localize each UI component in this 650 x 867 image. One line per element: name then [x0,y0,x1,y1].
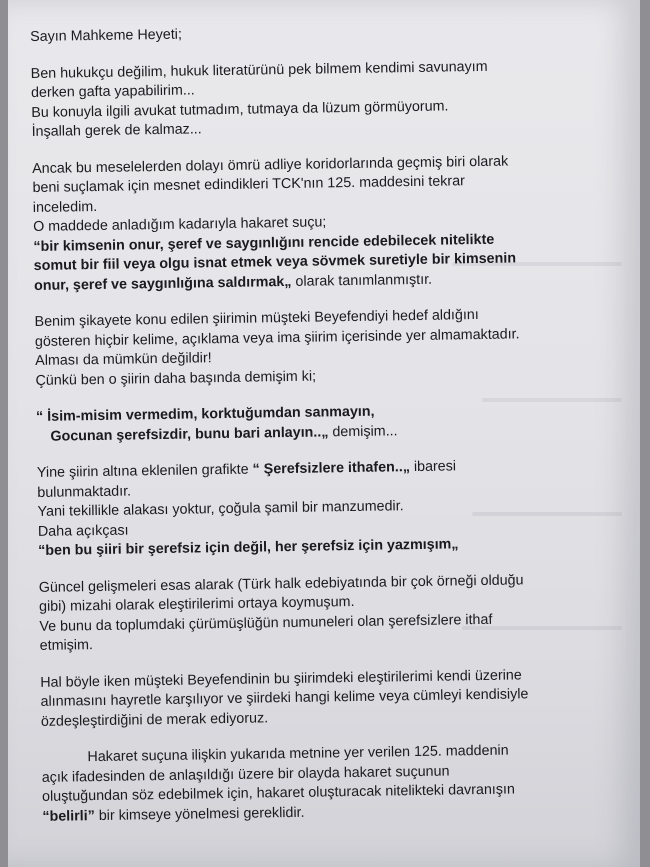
text-line: Hal böyle iken müşteki Beyefendinin bu şiirimdeki eleştirilerimi kendi üzerine [40,666,522,691]
salutation [30,19,610,48]
text-line: İnşallah gerek de kalmaz... [31,121,202,140]
text-line: O maddede anladığım kadarıyla hakaret suçu; [33,214,327,235]
text-segment: Yine şiirin altına eklenilen grafikte [36,461,253,481]
poem-line: “ İsim-misim vermedim, korktuğumdan sanmayın, [35,403,375,425]
text-line: derken gafta yapabilirim... [30,82,195,101]
text-line: Hakaret suçuna ilişkin yukarıda metnine yer verilen 125. maddenin [87,742,509,766]
poem-line-bold: Gocunan şerefsizdir, bunu bari anlayın..„ [50,423,329,445]
emphasis-bold: “belirli” [42,807,95,825]
text-line: Alması da mümkün değildir! [35,350,212,369]
text-line: Ancak bu meselelerden dolayı ömrü adliye koridorlarında geçmiş biri olarak [32,153,509,177]
text-line: Yani tekillikle alakası yoktur, çoğula şamil bir manzumedir. [37,498,404,520]
bold-statement: “ben bu şiiri bir şerefsiz için değil, her şerefsiz için yazmışım„ [38,536,459,559]
text-line: inceledim. [32,198,98,216]
text-line: Çünkü ben o şiirin daha başında demişim ki; [35,368,317,389]
text-line: alınmasını hayretle karşılıyor ve şiirdeki hangi kelime veya cümleyi kendisiyle [40,686,529,710]
paragraph-intro [31,55,612,142]
text-line: Daha açıkçası [37,522,129,540]
document-page [8,0,640,867]
text-segment: ibaresi [409,458,457,476]
paragraph-tck-definition [32,150,614,296]
text-line: Benim şikayete konu edilen şiirimin müşteki Beyefendiyi hedef aldığını [34,306,479,330]
paragraph-conclusion [41,740,622,827]
text-line: oluştuğundan söz edebilmek için, hakaret oluşturacak nitelikteki davranışın [41,781,516,805]
text-segment: bir kimseye yönelmesi gereklidir. [94,804,305,824]
paragraph-complaint [34,304,615,391]
caption-bold: “ Şerefsizlere ithafen..„ [252,459,411,478]
text-line: açık ifadesinden de anlaşıldığı üzere bir olayda hakaret suçunun [41,763,450,786]
salutation-text: Sayın Mahkeme Heyeti; [30,26,183,45]
law-quote-bold: onur, şeref ve saygınlığına saldırmak„ [33,273,292,294]
text-line: özdeşleştirdiğini de merak ediyoruz. [40,709,269,730]
law-quote-line: somut bir fiil veya olgu isnat etmek veya sövmek suretiyle bir kimsenin [33,250,517,274]
law-quote-tail: olarak tanımlanmıştır. [291,271,433,290]
text-line: gibi) mizahi olarak eleştirilerimi ortaya koymuşum. [38,593,355,615]
text-line: Güncel gelişmeleri esas alarak (Türk halk edebiyatında bir çok örneği olduğu [38,571,524,596]
text-line: gösteren hiçbir kelime, açıklama veya ima şiirim içerisinde yer almamaktadır. [34,325,520,350]
text-line: bulunmaktadır. [37,482,132,501]
text-line: Ve bunu da toplumdaki çürümüşlüğün numuneleri olan şerefsizlere ithaf [39,611,493,635]
text-line: Ben hukukçu değilim, hukuk literatürünü pek bilmem kendimi savunayım [30,58,488,82]
letter-body [30,19,623,844]
text-line: Bu konuyla ilgili avukat tutmadım, tutmaya da lüzum görmüyorum. [31,97,449,121]
paragraph-surprise [40,664,621,732]
text-line: etmişim. [39,637,94,654]
law-quote-line: “bir kimsenin onur, şeref ve saygınlığını rencide edebilecek nitelikte [33,231,495,255]
text-line: beni suçlamak için mesnet edindikleri TCK'nın 125. maddesini tekrar [32,173,465,196]
paragraph-graphic [37,455,618,562]
poem-line-tail: demişim... [328,422,398,440]
poem-quote [36,399,617,447]
paragraph-satire [39,569,620,656]
